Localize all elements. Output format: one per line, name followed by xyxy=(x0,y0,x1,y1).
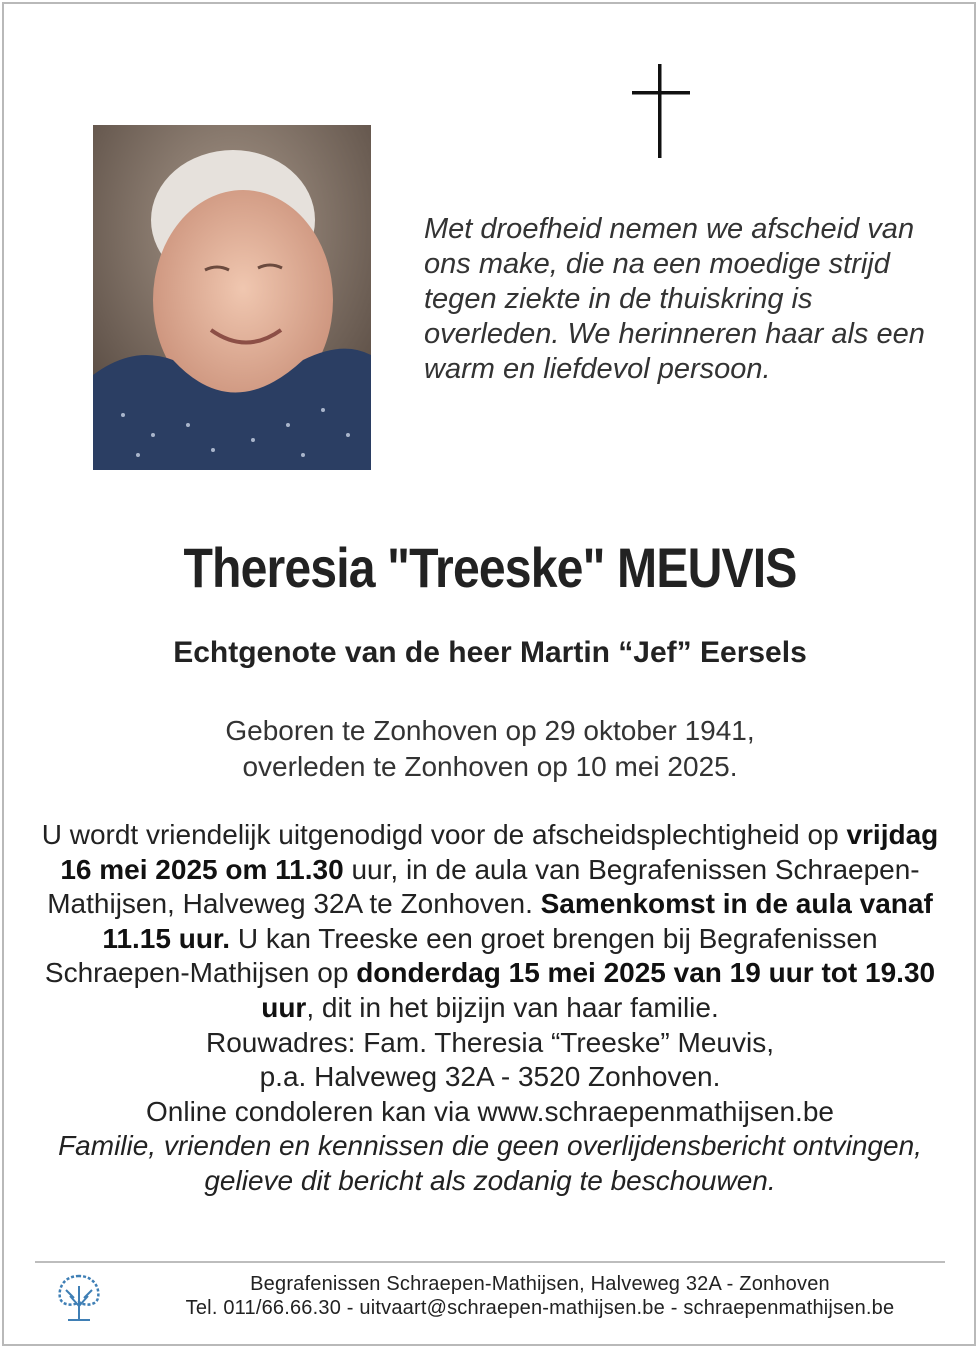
ceremony-details xyxy=(40,818,940,1199)
intro-text: Met droefheid nemen we afscheid van ons make, die na een moedige strijd tegen ziekte in de thuiskring is overleden. We herinneren haar als een warm en liefdevol persoon. xyxy=(424,213,925,385)
footer-divider xyxy=(35,1261,945,1263)
footer-address: Begrafenissen Schraepen-Mathijsen, Halveweg 32A - Zonhoven xyxy=(250,1273,830,1295)
portrait-photo xyxy=(93,125,371,470)
tree-logo-icon xyxy=(56,1272,102,1322)
spouse-line: Echtgenote van de heer Martin “Jef” Eersels xyxy=(173,636,807,669)
visit-date: donderdag 15 mei 2025 van 19 uur tot 19.30 uur xyxy=(261,957,936,1023)
birth-line: Geboren te Zonhoven op 29 oktober 1941, xyxy=(225,715,755,746)
dates-block xyxy=(0,713,980,785)
footer-contacts: Tel. 011/66.66.30 - uitvaart@schraepen-mathijsen.be - schraepenmathijsen.be xyxy=(185,1297,895,1319)
ceremony-date: vrijdag 16 mei 2025 om 11.30 xyxy=(60,819,939,885)
meeting-time: Samenkomst in de aula vanaf 11.15 uur. xyxy=(102,888,933,954)
deceased-name: Theresia "Treeske" MEUVIS xyxy=(183,536,797,599)
footer-contact xyxy=(100,1272,980,1320)
address-line-2: p.a. Halveweg 32A - 3520 Zonhoven. xyxy=(259,1061,721,1093)
cross-icon xyxy=(632,64,690,158)
ceremony-paragraph: U wordt vriendelijk uitgenodigd voor de afscheidsplechtigheid op vrijdag 16 mei 2025 om 11.30 uur, in de aula van Begrafenissen Schraepen-Mathijsen, Halveweg 32A te Zonhoven. Samenkomst in de aula vanaf 11.15 uur. U kan Treeske een groet brengen bij Begrafenissen Schraepen-Mathijsen op donderdag 15 mei 2025 van 19 uur tot 19.30 uur, dit in het bijzijn van haar familie. xyxy=(41,819,939,1023)
notice-text: Familie, vrienden en kennissen die geen overlijdensbericht ontvingen, gelieve dit bericht als zodanig te beschouwen. xyxy=(58,1130,922,1196)
online-condolence: Online condoleren kan via www.schraepenmathijsen.be xyxy=(146,1095,834,1127)
death-line: overleden te Zonhoven op 10 mei 2025. xyxy=(242,751,738,782)
address-line-1: Rouwadres: Fam. Theresia “Treeske” Meuvis, xyxy=(206,1026,774,1058)
